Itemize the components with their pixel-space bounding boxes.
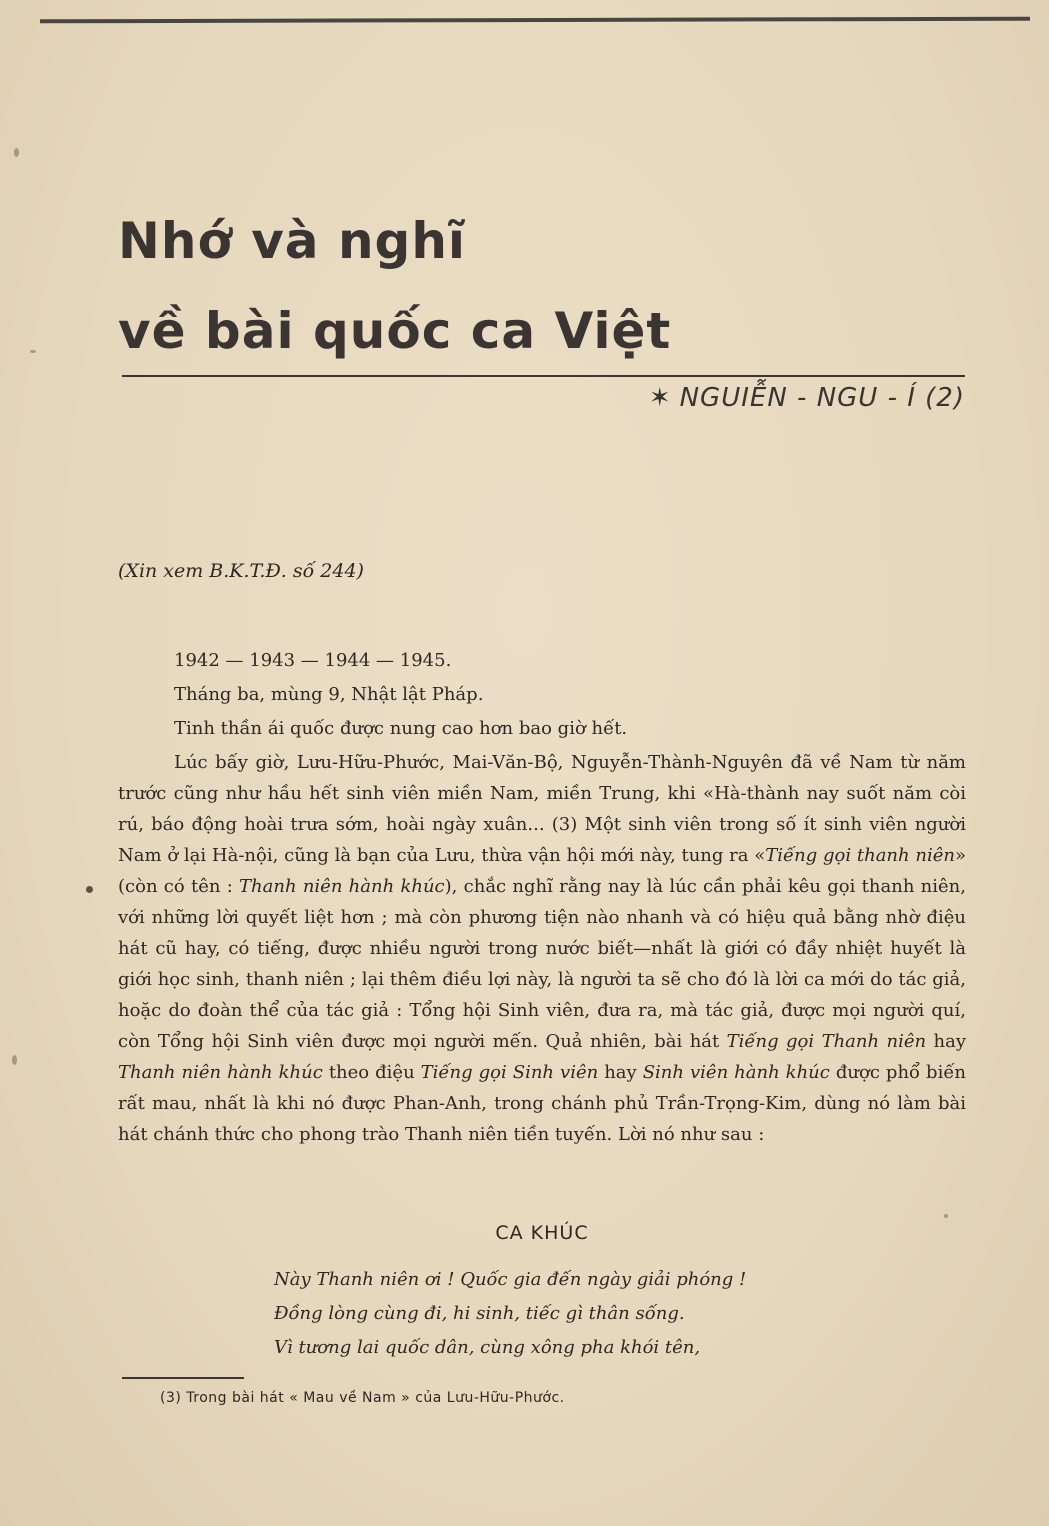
article-title [118, 196, 671, 376]
paper-speck [12, 1055, 17, 1065]
author-byline [649, 383, 965, 413]
song-name: Thanh niên hành khúc [239, 876, 445, 897]
star-icon: ✶ [648, 383, 672, 413]
years-line: 1942 — 1943 — 1944 — 1945. [174, 650, 452, 671]
song-name: Tiếng gọi thanh niên [765, 845, 955, 866]
article-body [118, 645, 966, 1153]
lyric-line: Này Thanh niên ơi ! Quốc gia đến ngày giải phóng ! [274, 1269, 747, 1290]
page-top-edge [40, 17, 1030, 24]
author-name: NGUIỄN - NGU - Í (2) [679, 383, 965, 413]
title-line-1: Nhớ và nghĩ [118, 212, 467, 270]
lyric-line: Vì tương lai quốc dân, cùng xông pha khói tên, [274, 1337, 701, 1358]
song-lyrics [274, 1263, 746, 1365]
paragraph-text: theo điệu [322, 1062, 421, 1083]
lyric-line: Đồng lòng cùng đi, hi sinh, tiếc gì thân sống. [274, 1303, 685, 1324]
margin-mark [86, 886, 93, 893]
song-name: Tiếng gọi Thanh niên [726, 1031, 927, 1052]
song-heading: CA KHÚC [495, 1222, 589, 1244]
paragraph-text: hay [926, 1031, 967, 1052]
song-name: Thanh niên hành khúc [118, 1062, 323, 1083]
event-line: Tháng ba, mùng 9, Nhật lật Pháp. [174, 684, 484, 705]
spirit-line: Tinh thần ái quốc được nung cao hơn bao giờ hết. [174, 718, 628, 739]
paragraph-text: được phổ biến rất mau, nhất là khi nó được Phan-Anh, trong chánh phủ Trần-Trọng-Kim, dùng nó làm bài hát chánh thức cho phong trào Thanh niên tiền tuyến. Lời nó như sau : [118, 1062, 966, 1145]
song-name: Sinh viên hành khúc [642, 1062, 830, 1083]
paper-speck [944, 1214, 948, 1218]
see-also-note: (Xin xem B.K.T.Đ. số 244) [118, 560, 364, 582]
paragraph-text: hay [598, 1062, 643, 1083]
paragraph-text: ), chắc nghĩ rằng nay là lúc cần phải kêu gọi thanh niên, với những lời quyết liệt hơn ; mà còn phương tiện nào nhanh và có hiệu quả bằng nhờ điệu hát cũ hay, có tiếng, được nhiều người trong nước biết—nhất là giới có đầy nhiệt huyết là giới học sinh, thanh niên ; lại thêm điều lợi này, là người ta sẽ cho đó là lời ca mới do tác giả, hoặc do đoàn thể của tác giả : Tổng hội Sinh viên, đưa ra, mà tác giả, được mọi người quí, còn Tổng hội Sinh viên được mọi người mến. Quả nhiên, bài hát [118, 876, 966, 1052]
paragraph-text: » (còn có tên : [118, 845, 966, 897]
song-name: Tiếng gọi Sinh viên [420, 1062, 599, 1083]
footnote: (3) Trong bài hát « Mau về Nam » của Lưu-Hữu-Phước. [160, 1390, 565, 1406]
paper-speck [30, 350, 36, 353]
footnote-divider [122, 1377, 244, 1379]
paragraph-text: Lúc bấy giờ, Lưu-Hữu-Phước, Mai-Văn-Bộ, Nguyễn-Thành-Nguyên đã về Nam từ năm trước cũng như hầu hết sinh viên miền Nam, miền Trung, khi «Hà-thành nay suốt năm còi rú, báo động hoài trưa sớm, hoài ngày xuân... (3) Một sinh viên trong số ít sinh viên người Nam ở lại Hà-nội, cũng là bạn của Lưu, thừa vận hội mới này, tung ra « [118, 752, 966, 866]
title-line-2: về bài quốc ca Việt [118, 302, 672, 360]
title-divider [122, 375, 965, 377]
paper-speck [14, 148, 19, 157]
main-paragraph [118, 747, 966, 1150]
